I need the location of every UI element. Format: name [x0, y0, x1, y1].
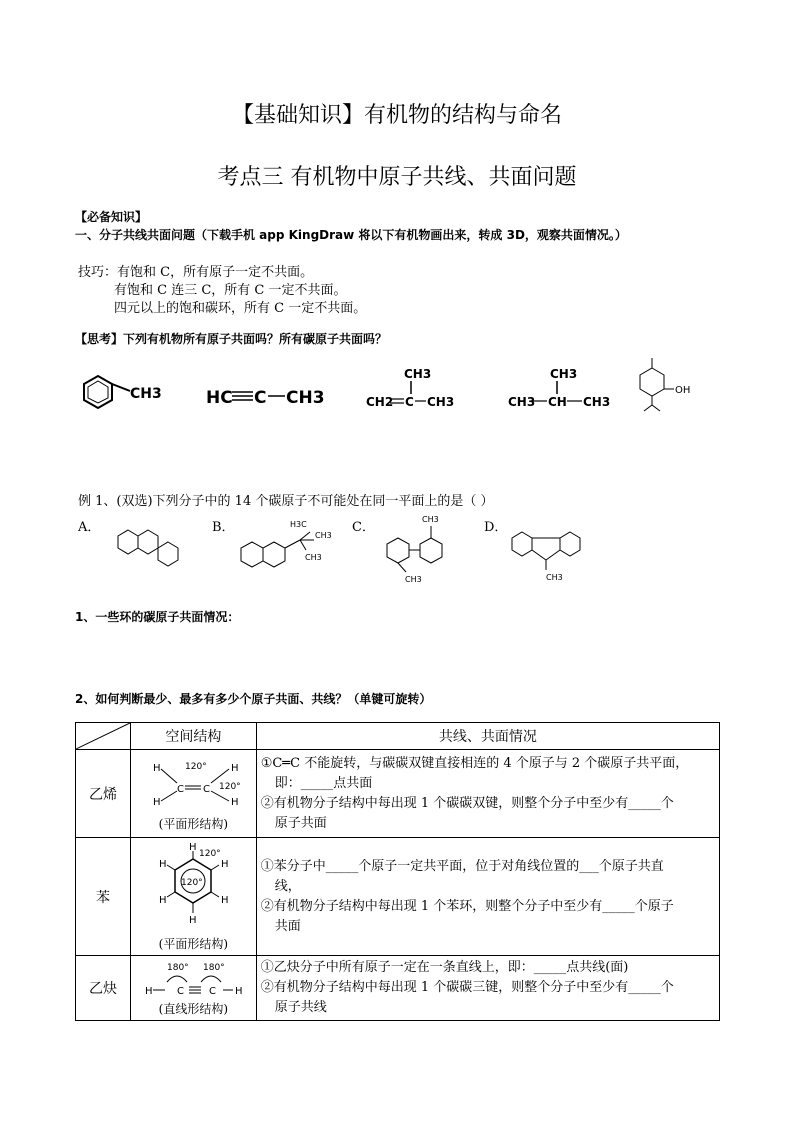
- tip-line-2: 有饱和 C 连三 C，所有 C 一定不共面。: [114, 283, 347, 298]
- isobutane-structure: [508, 367, 610, 409]
- header-coplanar: 共线、共面情况: [256, 723, 719, 750]
- benzene-h-bl: H: [159, 895, 167, 906]
- option-c-ch3-bottom-label: CH3: [405, 575, 422, 584]
- acetylene-desc-1: ①乙炔分子中所有原子一定在一条直线上，即：_____点共线(面): [260, 960, 629, 975]
- option-d-label: D．: [484, 520, 508, 535]
- benzene-angle-1: 120°: [199, 849, 222, 859]
- benzene-h-top: H: [189, 842, 197, 853]
- section1-heading: 一、分子共线共面问题（下载手机 app KingDraw 将以下有机物画出来，转成 3D，观察共面情况。）: [75, 228, 627, 242]
- row-acetylene-name: 乙炔: [76, 956, 131, 1021]
- row-ethylene-name: 乙烯: [76, 750, 131, 838]
- isobutane-top-ch3: CH3: [550, 367, 578, 381]
- isobutene-right-ch3: CH3: [427, 395, 455, 409]
- benzene-structure-label: (平面形结构): [158, 937, 229, 951]
- propyne-structure: [206, 388, 325, 408]
- propyne-hc-label: HC: [206, 388, 233, 408]
- ethylene-structure-label: (平面形结构): [158, 817, 229, 831]
- option-c-ch3-top-label: CH3: [422, 515, 439, 524]
- option-c-label: C．: [352, 520, 375, 535]
- acetylene-angle-2: 180°: [203, 962, 226, 973]
- tip-line-1: 技巧：有饱和 C，所有原子一定不共面。: [78, 265, 314, 280]
- ethylene-diagram: [133, 755, 253, 815]
- section-label: 【必备知识】: [75, 210, 148, 224]
- row-benzene-name: 苯: [76, 838, 131, 956]
- example-options-structures: [100, 510, 600, 585]
- option-b-structure: [241, 520, 332, 567]
- toluene-ch3-label: CH3: [130, 386, 162, 402]
- ethylene-desc-1: ①C═C 不能旋转，与碳碳双键直接相连的 4 个原子与 2 个碳原子共平面，: [260, 755, 689, 771]
- option-d-structure: [512, 532, 580, 582]
- molecules-row: [70, 358, 710, 428]
- row-ethylene-structure: [131, 750, 257, 838]
- option-d-ch3-label: CH3: [546, 573, 563, 582]
- option-a-label: A．: [78, 520, 101, 535]
- think-question: 【思考】下列有机物所有原子共面吗？所有碳原子共面吗？: [75, 332, 388, 346]
- benzene-desc-4: 共面: [274, 918, 301, 934]
- row-benzene-desc: [256, 838, 719, 956]
- isobutane-right-ch3: CH3: [583, 395, 611, 409]
- ethylene-desc-3: ②有机物分子结构中每出现 1 个碳碳双键，则整个分子中至少有_____个: [260, 795, 674, 811]
- point1-heading: 1、一些环的碳原子共面情况：: [75, 610, 240, 624]
- toluene-structure: [84, 376, 162, 408]
- propyne-ch3-label: CH3: [286, 388, 325, 408]
- header-spatial-structure: 空间结构: [131, 723, 257, 750]
- ethylene-h3: H: [231, 763, 239, 774]
- point2-heading: 2、如何判断最少、最多有多少个原子共面、共线？（单键可旋转）: [75, 692, 432, 706]
- ethylene-c1: C: [177, 784, 185, 795]
- row-ethylene-desc: [256, 750, 719, 838]
- isobutene-structure: [366, 367, 454, 409]
- ethylene-h1: H: [153, 763, 161, 774]
- ethylene-h2: H: [153, 797, 161, 808]
- acetylene-h-left: H: [145, 985, 153, 997]
- ethylene-desc-2: 即：_____点共面: [274, 775, 373, 791]
- benzene-diagram: [133, 841, 253, 935]
- isobutene-ch2: CH2: [366, 395, 394, 409]
- acetylene-diagram: [133, 960, 253, 1000]
- acetylene-c1: C: [177, 985, 185, 997]
- acetylene-desc-2: ②有机物分子结构中每出现 1 个碳碳三键，则整个分子中至少有_____个: [260, 980, 674, 995]
- ethylene-desc-4: 原子共面: [274, 815, 327, 831]
- option-a-phenanthrene: [118, 530, 178, 566]
- page-subtitle: 考点三 有机物中原子共线、共面问题: [217, 165, 577, 190]
- page-title: 【基础知识】有机物的结构与命名: [231, 103, 562, 128]
- benzene-h-bottom: H: [189, 915, 197, 926]
- isobutene-top-ch3: CH3: [404, 367, 432, 381]
- isobutene-c: C: [405, 395, 414, 409]
- ethylene-angle-2: 120°: [219, 782, 242, 792]
- table-row: [76, 956, 720, 1021]
- acetylene-angle-1: 180°: [167, 962, 190, 973]
- benzene-h-tr: H: [221, 859, 229, 870]
- propyne-c-label: C: [254, 388, 267, 408]
- option-b-ch3-right-label: CH3: [315, 531, 332, 540]
- table-corner-cell: [76, 723, 131, 750]
- benzene-desc-1: ①苯分子中_____个原子一定共平面，位于对角线位置的___个原子共直: [260, 858, 664, 874]
- tip-line-3: 四元以上的饱和碳环，所有 C 一定不共面。: [114, 301, 367, 316]
- benzene-h-br: H: [221, 895, 229, 906]
- acetylene-structure-label: (直线形结构): [158, 1001, 229, 1016]
- isobutane-ch: CH: [548, 395, 567, 409]
- isobutane-left-ch3: CH3: [508, 395, 536, 409]
- ethylene-c2: C: [203, 784, 211, 795]
- benzene-h-tl: H: [159, 859, 167, 870]
- row-acetylene-desc: [256, 956, 719, 1021]
- benzene-desc-3: ②有机物分子结构中每出现 1 个苯环，则整个分子中至少有_____个原子: [260, 898, 674, 914]
- structure-table: [75, 722, 720, 1021]
- row-benzene-structure: [131, 838, 257, 956]
- example1-question: 例 1、(双选)下列分子中的 14 个碳原子不可能处在同一平面上的是（ ）: [78, 494, 494, 509]
- row-acetylene-structure: [131, 956, 257, 1021]
- table-row: [76, 838, 720, 956]
- menthol-oh-label: OH: [675, 385, 691, 396]
- table-row: [76, 750, 720, 838]
- option-b-ch3-bottom-label: CH3: [305, 553, 322, 562]
- option-b-label: B．: [212, 520, 235, 535]
- acetylene-h-right: H: [235, 985, 243, 997]
- acetylene-desc-3: 原子共线: [274, 1000, 327, 1015]
- benzene-desc-2: 线，: [274, 878, 301, 894]
- benzene-angle-2: 120°: [181, 878, 204, 888]
- option-c-structure: [387, 515, 442, 584]
- table-header-row: [76, 723, 720, 750]
- ethylene-h4: H: [231, 797, 239, 808]
- ethylene-angle-1: 120°: [185, 762, 208, 772]
- acetylene-c2: C: [209, 985, 217, 997]
- option-b-h3c-label: H3C: [290, 520, 307, 529]
- menthol-structure: [640, 358, 690, 411]
